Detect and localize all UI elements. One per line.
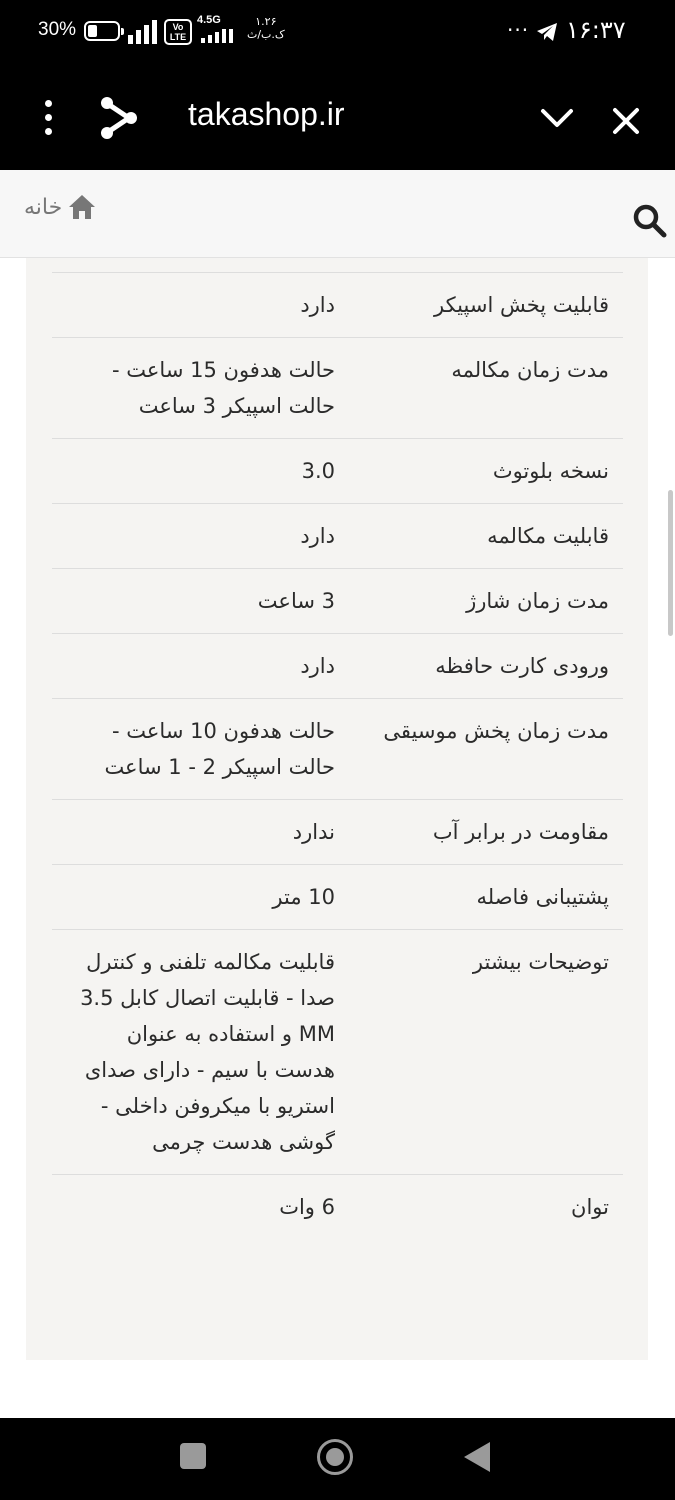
status-bar xyxy=(0,0,675,68)
spec-row xyxy=(52,337,623,438)
spec-label: توان xyxy=(571,1195,609,1219)
spec-row xyxy=(52,799,623,864)
spec-label: مقاومت در برابر آب xyxy=(432,820,609,844)
spec-value: دارد xyxy=(300,524,335,548)
network-speed xyxy=(247,15,285,41)
back-icon[interactable] xyxy=(464,1442,490,1472)
spec-label: قابلیت پخش اسپیکر xyxy=(433,293,609,317)
spec-value: دارد xyxy=(300,654,335,678)
spec-value: قابلیت مکالمه تلفنی و کنترل صدا - قابلیت اتصال کابل 3.5 MM و استفاده به عنوان هدست با سیم - دارای صدای استریو با میکروفن داخلی - گوشی هدست چرمی xyxy=(80,950,335,1154)
spec-label: ورودی کارت حافظه xyxy=(435,654,609,678)
network-speed-unit: ک.ب/ث xyxy=(247,28,285,41)
spec-value: حالت هدفون 10 ساعت - حالت اسپیکر 2 - 1 ساعت xyxy=(104,719,335,779)
recent-apps-icon[interactable] xyxy=(180,1443,206,1469)
spec-label: مدت زمان مکالمه xyxy=(451,358,609,382)
spec-value: 6 وات xyxy=(279,1195,335,1219)
spec-row xyxy=(52,633,623,698)
specs-table xyxy=(52,272,623,1239)
telegram-icon xyxy=(536,22,558,42)
spec-label: توضیحات بیشتر xyxy=(472,950,609,974)
spec-label: نسخه بلوتوث xyxy=(492,459,609,483)
battery-icon xyxy=(84,21,120,41)
spec-value: ندارد xyxy=(292,820,335,844)
spec-row xyxy=(52,272,623,337)
spec-label: مدت زمان شارژ xyxy=(466,589,609,613)
battery-percent: 30% xyxy=(38,19,77,40)
spec-row xyxy=(52,1174,623,1239)
more-notifications-icon: ··· xyxy=(507,18,530,42)
spec-row xyxy=(52,929,623,1174)
spec-label: قابلیت مکالمه xyxy=(487,524,609,548)
spec-row xyxy=(52,864,623,929)
close-icon[interactable] xyxy=(607,102,645,140)
spec-row xyxy=(52,438,623,503)
navigation-bar xyxy=(0,1418,675,1500)
spec-label: پشتیبانی فاصله xyxy=(476,885,609,909)
scrollbar[interactable] xyxy=(668,490,673,636)
home-button-icon[interactable] xyxy=(317,1439,353,1475)
spec-value: دارد xyxy=(300,293,335,317)
spec-value: حالت هدفون 15 ساعت - حالت اسپیکر 3 ساعت xyxy=(112,358,335,418)
search-icon[interactable] xyxy=(632,203,668,239)
spec-value: 3 ساعت xyxy=(257,589,335,613)
more-vert-icon[interactable] xyxy=(38,98,60,138)
spec-value: 3.0 xyxy=(301,459,335,483)
volte-icon: Vo LTE xyxy=(164,19,192,45)
spec-label: مدت زمان پخش موسیقی xyxy=(383,719,609,743)
spec-row xyxy=(52,698,623,799)
browser-toolbar xyxy=(0,68,675,170)
network-signal-icon xyxy=(201,29,235,43)
site-header xyxy=(0,170,675,258)
breadcrumb-home-label: خانه xyxy=(24,194,63,220)
spec-row xyxy=(52,568,623,633)
spec-row xyxy=(52,503,623,568)
breadcrumb-home[interactable] xyxy=(24,194,96,220)
clock: ۱۶:۳۷ xyxy=(566,16,626,44)
spec-value: 10 متر xyxy=(272,885,335,909)
signal-icon xyxy=(128,20,158,44)
share-icon[interactable] xyxy=(98,96,140,140)
page-content xyxy=(0,258,675,1418)
home-icon xyxy=(68,194,96,220)
url-domain[interactable]: takashop.ir xyxy=(188,96,345,132)
network-type: 4.5G xyxy=(197,14,221,26)
chevron-down-icon[interactable] xyxy=(538,104,576,132)
network-speed-value: ۱.۲۶ xyxy=(255,15,277,28)
